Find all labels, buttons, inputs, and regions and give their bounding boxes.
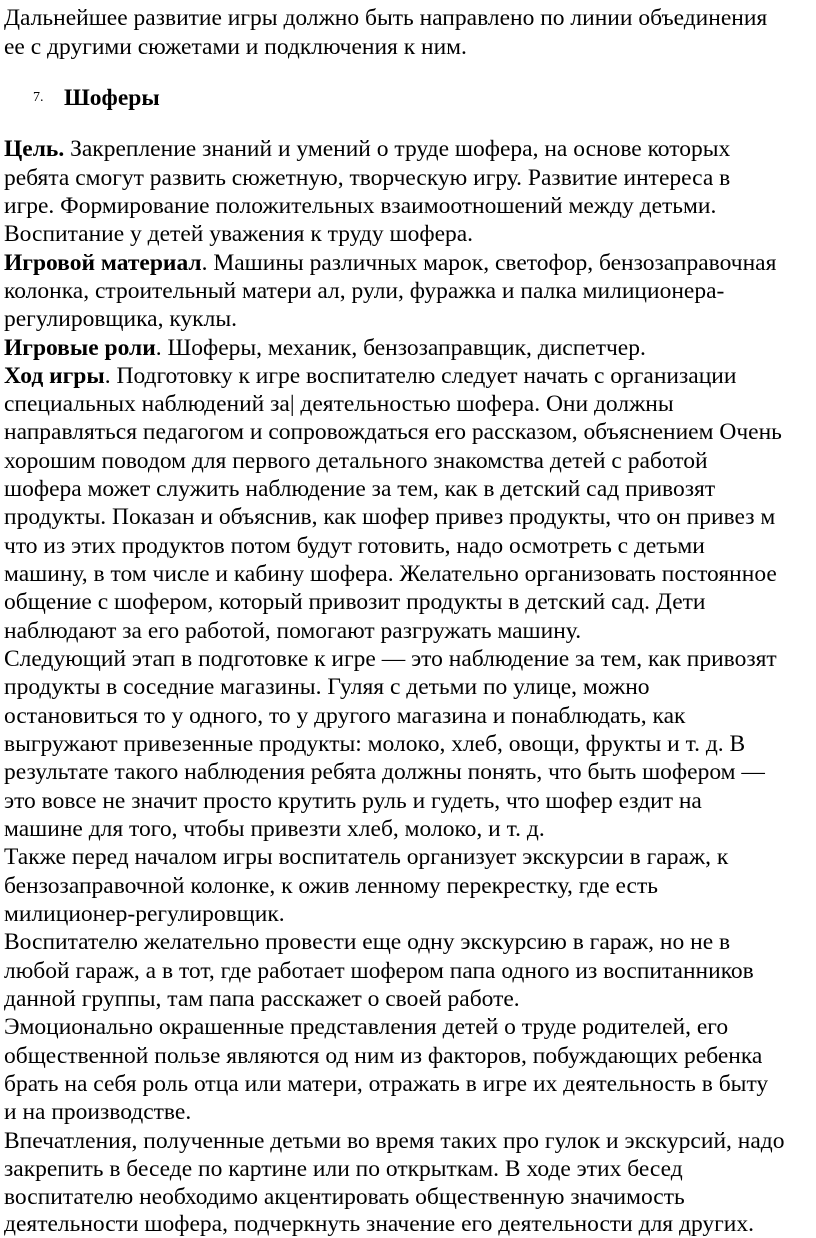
course-line: машине для того, чтобы привезти хлеб, молоко, и т. д. (4, 816, 545, 842)
course-line: это вовсе не значит просто крутить руль и гудеть, что шофер ездит на (4, 788, 702, 814)
goal-text: Закрепление знаний и умений о труде шофера, на основе которых (64, 136, 731, 162)
goal-line: Воспитание у детей уважения к труду шофера. (4, 221, 474, 247)
course-line: закрепить в беседе по картине или по открыткам. В ходе этих бесед (4, 1156, 683, 1182)
intro-line: Дальнейшее развитие игры должно быть направлено по линии объединения (4, 5, 768, 31)
course-line: общение с шофером, который привозит продукты в детский сад. Дети (4, 589, 706, 615)
course-line: направляться педагогом и сопровождаться его рассказом, объяснением Очень (4, 419, 782, 445)
course-text: . Подготовку к игре воспитателю следует начать с организации (104, 363, 737, 389)
course-line: продукты в соседние магазины. Гуляя с детьми по улице, можно (4, 674, 650, 700)
course-line: Впечатления, полученные детьми во время таких про гулок и экскурсий, надо (4, 1128, 785, 1154)
material-label: Игровой материал (4, 250, 202, 276)
material-line (4, 249, 776, 277)
course-line: машину, в том числе и кабину шофера. Желательно организовать постоянное (4, 561, 777, 587)
course-line: любой гараж, а в тот, где работает шофером папа одного из воспитанников (4, 958, 754, 984)
course-line: хорошим поводом для первого детального знакомства детей с работой (4, 448, 708, 474)
course-line: что из этих продуктов потом будут готовить, надо осмотреть с детьми (4, 533, 705, 559)
goal-label: Цель. (4, 136, 65, 162)
course-line: брать на себя роль отца или матери, отражать в игре их деятельность в быту (4, 1071, 769, 1097)
course-line: выгружают привезенные продукты: молоко, хлеб, овощи, фрукты и т. д. В (4, 731, 746, 757)
course-line: наблюдают за его работой, помогают разгружать машину. (4, 618, 582, 644)
course-line (4, 362, 736, 390)
section-title: Шоферы (64, 85, 160, 111)
course-line: общественной пользе являются од ним из факторов, побуждающих ребенка (4, 1043, 763, 1069)
roles-label: Игровые роли (4, 335, 156, 361)
goal-line: ребята смогут развить сюжетную, творческую игру. Развитие интереса в (4, 165, 731, 191)
course-line: продукты. Показан и объяснив, как шофер привез продукты, что он привез м (4, 504, 776, 530)
goal-line (4, 135, 730, 163)
roles-text: . Шоферы, механик, бензозаправщик, диспетчер. (155, 335, 646, 361)
course-line: Воспитателю желательно провести еще одну экскурсию в гараж, но не в (4, 929, 731, 955)
goal-line: игре. Формирование положительных взаимоотношений между детьми. (4, 193, 717, 219)
course-line: данной группы, там папа расскажет о своей работе. (4, 986, 520, 1012)
course-line: и на производстве. (4, 1099, 192, 1125)
course-line: остановиться то у одного, то у другого магазина и понаблюдать, как (4, 703, 686, 729)
course-line: бензозаправочной колонке, к ожив ленному перекрестку, где есть (4, 873, 658, 899)
course-line: милиционер-регулировщик. (4, 901, 285, 927)
course-line: Эмоционально окрашенные представления детей о труде родителей, его (4, 1014, 729, 1040)
course-line: специальных наблюдений за| деятельностью шофера. Они должны (4, 391, 674, 417)
course-line: результате такого наблюдения ребята должны понять, что быть шофером — (4, 759, 765, 785)
course-label: Ход игры (4, 363, 105, 389)
intro-line: ее с другими сюжетами и подключения к ним. (4, 34, 467, 60)
course-line: деятельности шофера, подчеркнуть значение его деятельности для других. (4, 1211, 754, 1237)
course-line: шофера может служить наблюдение за тем, как в детский сад привозят (4, 476, 716, 502)
material-line: регулировщика, куклы. (4, 306, 237, 332)
material-line: колонка, строительный матери ал, рули, фуражка и палка милиционера- (4, 278, 725, 304)
course-line: Также перед началом игры воспитатель организует экскурсии в гараж, к (4, 844, 729, 870)
section-number: 7. (33, 90, 44, 105)
roles-line (4, 334, 646, 362)
material-text: . Машины различных марок, светофор, бензозаправочная (201, 250, 777, 276)
course-line: Следующий этап в подготовке к игре — это наблюдение за тем, как привозят (4, 646, 777, 672)
course-line: воспитателю необходимо акцентировать общественную значимость (4, 1184, 685, 1210)
